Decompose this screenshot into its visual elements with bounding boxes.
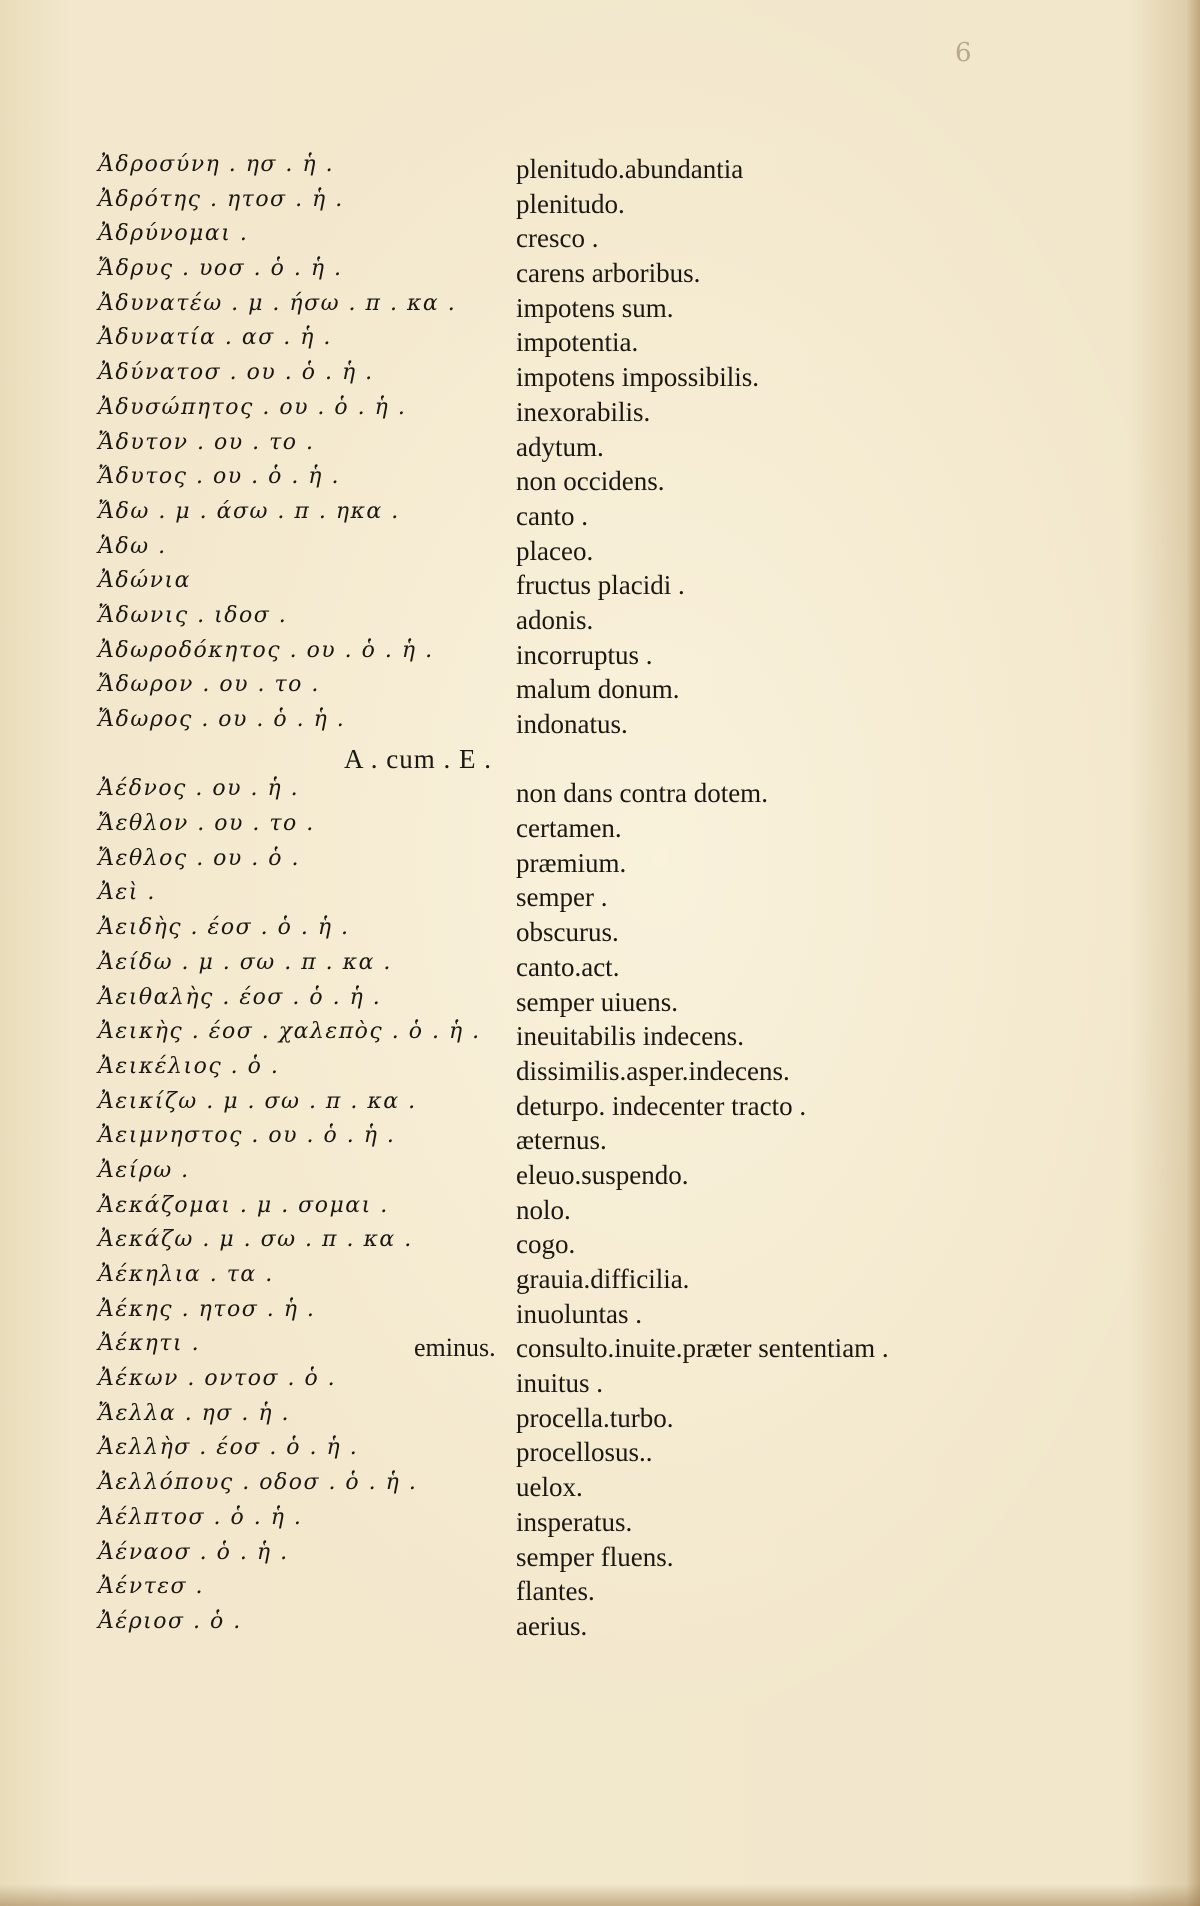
section-heading: A . cum . E . (344, 743, 492, 774)
greek-headword: Ἀελλὴσ . έοσ . ὁ . ἡ . (98, 1435, 359, 1461)
lexicon-entry (0, 1331, 1200, 1366)
lexicon-entry (0, 1227, 1200, 1262)
lexicon-entry (0, 1089, 1200, 1124)
greek-headword: Ἀέκητι . (98, 1331, 201, 1357)
lexicon-entry (0, 256, 1200, 291)
greek-headword: Ἄεθλον . ου . το . (98, 811, 315, 837)
greek-headword: Ἀδρύνομαι . (98, 221, 249, 247)
latin-gloss: aerius. (516, 1610, 588, 1641)
latin-gloss: canto.act. (516, 951, 620, 982)
latin-gloss: obscurus. (516, 917, 619, 948)
lexicon-entry (0, 1158, 1200, 1193)
greek-headword: Ἀείδω . μ . σω . π . κα . (98, 949, 392, 975)
latin-gloss: adonis. (516, 604, 594, 635)
lexicon-entry (0, 152, 1200, 187)
greek-headword: Ἀέλπτοσ . ὁ . ἡ . (98, 1504, 303, 1530)
latin-gloss: certamen. (516, 813, 622, 844)
greek-headword: Ἀείρω . (98, 1157, 190, 1183)
lexicon-entry (0, 1123, 1200, 1158)
latin-gloss: uelox. (516, 1472, 583, 1503)
greek-headword: Ἄεθλος . ου . ὁ . (98, 845, 301, 871)
latin-gloss: præmium. (516, 847, 627, 878)
lexicon-entry (0, 187, 1200, 222)
lexicon-entry (0, 1435, 1200, 1470)
lexicon-entry (0, 1401, 1200, 1436)
greek-headword: Ἀδωροδόκητος . ου . ὁ . ἡ . (98, 637, 434, 663)
latin-gloss: inuitus . (516, 1368, 604, 1399)
lexicon-entry (0, 880, 1200, 915)
latin-gloss: carens arboribus. (516, 258, 701, 289)
lexicon-entry (0, 395, 1200, 430)
greek-headword: Ἄδωνις . ιδοσ . (98, 602, 288, 628)
latin-gloss: placeo. (516, 535, 594, 566)
latin-gloss: cogo. (516, 1229, 576, 1260)
latin-gloss: plenitudo.abundantia (516, 154, 744, 184)
latin-gloss: nolo. (516, 1194, 571, 1225)
greek-headword: Ἀέκηλια . τα . (98, 1262, 274, 1287)
lexicon-entry (0, 915, 1200, 950)
lexicon-entry (0, 534, 1200, 569)
folio-number: 6 (955, 38, 972, 68)
greek-headword: Ἁδω . (98, 533, 167, 559)
lexicon-entry (0, 1505, 1200, 1540)
latin-gloss: consulto.inuite.præter sententiam . (516, 1333, 889, 1364)
greek-headword: Ἀέδνος . ου . ἡ . (98, 776, 300, 802)
lexicon-entry (0, 1297, 1200, 1332)
lexicon-entry (0, 325, 1200, 360)
greek-headword: Ἀδρότης . ητοσ . ἡ . (98, 186, 344, 212)
greek-headword: Ἀέριοσ . ὁ . (98, 1608, 242, 1634)
greek-headword: Ἄδωρον . ου . το . (98, 672, 320, 698)
greek-headword: Ἀδυνατέω . μ . ήσω . π . κα . (98, 290, 457, 316)
greek-headword: Ἀέκης . ητοσ . ἡ . (98, 1296, 316, 1322)
greek-headword: Ἄδυτον . ου . το . (98, 429, 315, 455)
greek-headword: Ἀεικὴς . έοσ . χαλεπὸς . ὁ . ἡ . (98, 1019, 481, 1045)
greek-headword: Ἀελλόπους . οδοσ . ὁ . ἡ . (98, 1470, 418, 1496)
latin-gloss: incorruptus . (516, 639, 653, 670)
greek-headword: Ἀέκων . οντοσ . ὁ . (98, 1366, 337, 1392)
greek-headword: Ἄελλα . ησ . ἡ . (98, 1400, 291, 1426)
page-bottom-edge (0, 1884, 1200, 1906)
lexicon-entry (0, 1193, 1200, 1228)
lexicon-entry (0, 1019, 1200, 1054)
latin-gloss: semper uiuens. (516, 986, 678, 1017)
latin-gloss: ineuitabilis indecens. (516, 1021, 744, 1052)
greek-headword: Ἀειθαλὴς . έοσ . ὁ . ἡ . (98, 984, 382, 1010)
lexicon-entry (0, 464, 1200, 499)
greek-headword: Ἀεκάζομαι . μ . σομαι . (98, 1192, 389, 1218)
lexicon-entry (0, 638, 1200, 673)
lexicon-entry (0, 603, 1200, 638)
lexicon-entry (0, 950, 1200, 985)
lexicon-entry (0, 776, 1200, 811)
lexicon-entry (0, 1470, 1200, 1505)
lexicon-entry (0, 707, 1200, 742)
latin-gloss-extra: eminus. (414, 1333, 496, 1363)
greek-headword: Ἀεικίζω . μ . σω . π . κα . (98, 1088, 417, 1114)
latin-gloss: inexorabilis. (516, 396, 651, 427)
lexicon-entry (0, 672, 1200, 707)
lexicon-entry (0, 1262, 1200, 1297)
lexicon-entry (0, 1054, 1200, 1089)
latin-gloss: impotentia. (516, 327, 639, 358)
latin-gloss: procellosus.. (516, 1437, 653, 1468)
greek-headword: Ἀδυνατία . ασ . ἡ . (98, 325, 332, 351)
latin-gloss: fructus placidi . (516, 570, 685, 601)
lexicon-entry (0, 1366, 1200, 1401)
greek-headword: Ἀδυσώπητος . ου . ὁ . ἡ . (98, 394, 407, 420)
lexicon-entry (0, 985, 1200, 1020)
latin-gloss: malum donum. (516, 674, 680, 705)
latin-gloss: æternus. (516, 1125, 607, 1156)
latin-gloss: inuoluntas . (516, 1298, 642, 1329)
greek-headword: Ἄδρυς . υοσ . ὁ . ἡ . (98, 256, 343, 282)
latin-gloss: semper . (516, 882, 608, 913)
latin-gloss: grauia.difficilia. (516, 1264, 690, 1294)
lexicon-entry (0, 291, 1200, 326)
latin-gloss: flantes. (516, 1576, 595, 1607)
lexicon-entry (0, 430, 1200, 465)
greek-headword: Ἀδροσύνη . ησ . ἡ . (98, 152, 335, 177)
greek-headword: Ἀεικέλιος . ὁ . (98, 1053, 280, 1079)
greek-headword: Ἄδω . μ . άσω . π . ηκα . (98, 498, 400, 524)
greek-headword: Ἄδυτος . ου . ὁ . ἡ . (98, 464, 340, 490)
latin-gloss: adytum. (516, 431, 604, 462)
section-heading-row (0, 742, 1200, 777)
lexicon-entry (0, 1609, 1200, 1644)
greek-headword: Ἄδωρος . ου . ὁ . ἡ . (98, 707, 346, 732)
latin-gloss: insperatus. (516, 1506, 633, 1537)
lexicon-entry (0, 846, 1200, 881)
latin-gloss: eleuo.suspendo. (516, 1159, 689, 1190)
lexicon-entry (0, 499, 1200, 534)
greek-headword: Ἀδώνια (98, 568, 191, 594)
latin-gloss: dissimilis.asper.indecens. (516, 1055, 790, 1086)
latin-gloss: deturpo. indecenter tracto . (516, 1090, 807, 1121)
latin-gloss: plenitudo. (516, 188, 625, 219)
greek-headword: Ἀεκάζω . μ . σω . π . κα . (98, 1227, 413, 1253)
greek-headword: Ἀειδὴς . έοσ . ὁ . ἡ . (98, 915, 350, 941)
latin-gloss: impotens impossibilis. (516, 362, 760, 393)
lexicon-entries (0, 152, 1200, 1644)
latin-gloss: impotens sum. (516, 292, 674, 323)
greek-headword: Ἀδύνατοσ . ου . ὁ . ἡ . (98, 360, 374, 386)
lexicon-entry (0, 221, 1200, 256)
latin-gloss: non dans contra dotem. (516, 778, 768, 809)
greek-headword: Ἀειμνηστος . ου . ὁ . ἡ . (98, 1123, 396, 1149)
latin-gloss: cresco . (516, 223, 599, 254)
latin-gloss: semper fluens. (516, 1541, 674, 1572)
lexicon-entry (0, 811, 1200, 846)
latin-gloss: non occidens. (516, 466, 665, 497)
lexicon-entry (0, 360, 1200, 395)
latin-gloss: canto . (516, 500, 588, 531)
latin-gloss: indonatus. (516, 709, 628, 739)
lexicon-entry (0, 1574, 1200, 1609)
latin-gloss: procella.turbo. (516, 1402, 674, 1433)
greek-headword: Ἀέντεσ . (98, 1574, 205, 1600)
lexicon-entry (0, 568, 1200, 603)
greek-headword: Ἀέναοσ . ὁ . ἡ . (98, 1539, 289, 1565)
lexicon-entry (0, 1540, 1200, 1575)
greek-headword: Ἀεὶ . (98, 880, 156, 906)
